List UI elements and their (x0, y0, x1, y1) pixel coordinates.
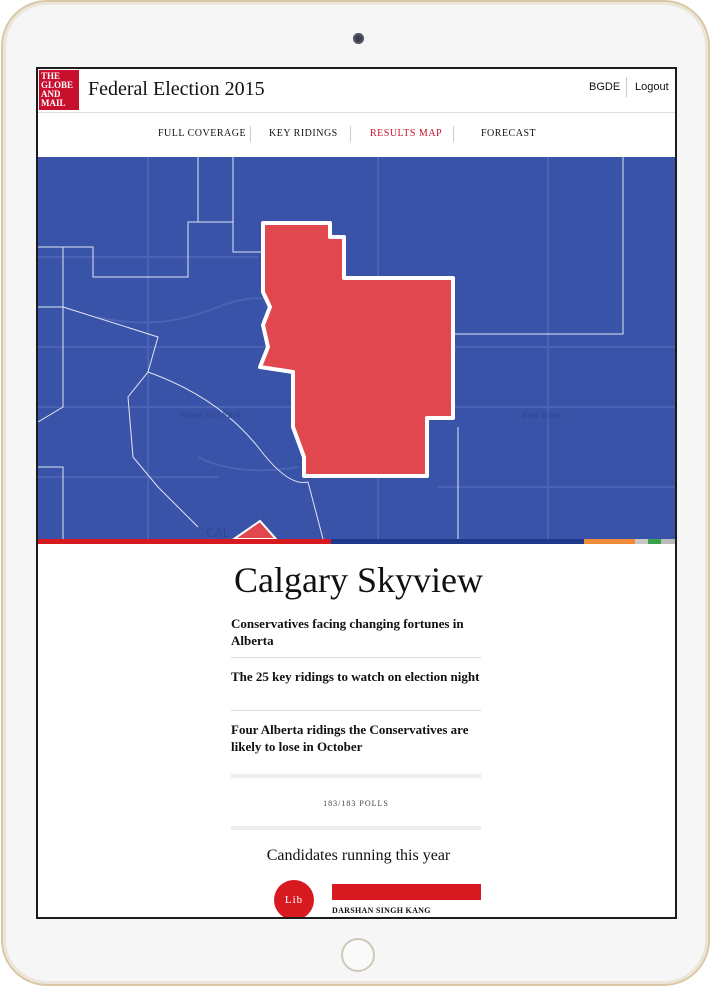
story-link[interactable]: Conservatives facing changing fortunes in Alberta (231, 616, 464, 648)
strip-segment-liberal (38, 539, 331, 544)
home-button[interactable] (341, 938, 375, 972)
header-divider (626, 77, 627, 97)
riding-title: Calgary Skyview (234, 560, 483, 600)
map-canvas (38, 157, 677, 539)
camera (353, 33, 364, 44)
nav-full-coverage[interactable]: FULL COVERAGE (158, 128, 247, 139)
logout-link[interactable]: Logout (635, 81, 669, 93)
nav-divider (453, 126, 454, 142)
candidates-heading: Candidates running this year (266, 847, 451, 864)
nav-divider (350, 126, 351, 142)
map-label-bow-river: Bow River (522, 411, 563, 420)
globe-and-mail-logo[interactable] (39, 70, 79, 110)
party-badge-liberal: Lib (274, 880, 314, 919)
logo-line: THE (41, 71, 61, 81)
strip-segment-green (648, 539, 661, 544)
candidate-name: DARSHAN SINGH KANG (332, 906, 431, 915)
map-label-calgary: CAL (206, 526, 230, 539)
strip-segment-ndp (584, 539, 635, 544)
screen (36, 67, 677, 919)
polls-reporting: 183/183 POLLS (323, 799, 389, 808)
strip-segment-other2 (661, 539, 677, 544)
vote-share-strip (38, 539, 677, 544)
story-divider (231, 657, 481, 658)
section-divider (231, 774, 481, 778)
site-header (38, 69, 675, 113)
logo-line: GLOBE (41, 80, 74, 90)
results-map[interactable] (38, 157, 677, 539)
nav-divider (250, 126, 251, 142)
strip-segment-conservative (331, 539, 584, 544)
main-nav (38, 113, 675, 158)
map-label-nose-hill-park: Nose Hill Park (180, 411, 242, 421)
story-divider (231, 710, 481, 711)
strip-segment-other (635, 539, 648, 544)
story-link[interactable]: Four Alberta ridings the Conservatives are likely to lose in October (231, 722, 469, 754)
user-account-link[interactable]: BGDE (589, 81, 621, 93)
section-divider (231, 826, 481, 830)
page-title: Federal Election 2015 (88, 78, 265, 100)
logo-line: MAIL (41, 98, 66, 108)
candidate-vote-bar (332, 884, 481, 900)
nav-forecast[interactable]: FORECAST (481, 128, 537, 139)
nav-key-ridings[interactable]: KEY RIDINGS (269, 128, 338, 139)
logo-line: AND (41, 89, 61, 99)
nav-results-map[interactable]: RESULTS MAP (370, 128, 443, 139)
story-link[interactable]: The 25 key ridings to watch on election night (231, 669, 480, 684)
